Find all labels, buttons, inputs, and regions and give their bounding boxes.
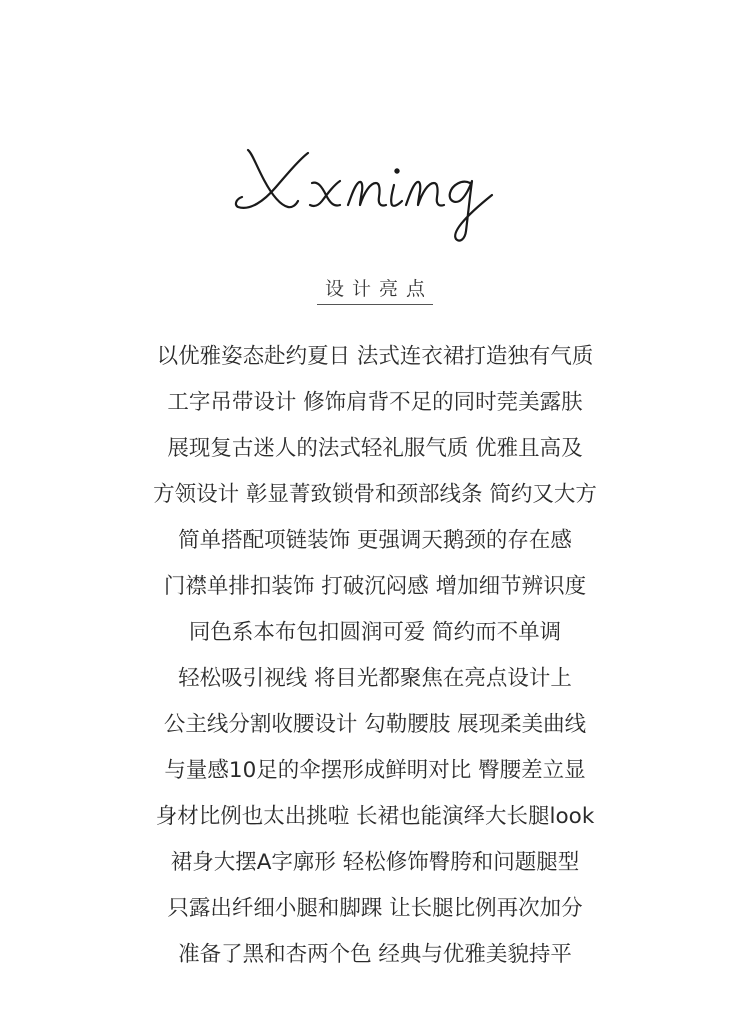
description-text [0, 338, 750, 982]
description-line: 展现复古迷人的法式轻礼服气质 优雅且高及 [167, 436, 583, 461]
brand-logo [0, 135, 750, 245]
description-line: 身材比例也太出挑啦 长裙也能演绎大长腿look [155, 804, 595, 829]
brand-logo-script [230, 135, 520, 245]
description-line: 简单搭配项链装饰 更强调天鹅颈的存在感 [178, 528, 572, 553]
description-line: 同色系本布包扣圆润可爱 简约而不单调 [188, 620, 562, 645]
section-title-text: 设计亮点 [317, 274, 433, 305]
description-line: 工字吊带设计 修饰肩背不足的同时莞美露肤 [167, 390, 583, 415]
description-line: 公主线分割收腰设计 勾勒腰肢 展现柔美曲线 [163, 712, 587, 737]
description-line: 与量感10足的伞摆形成鲜明对比 臀腰差立显 [164, 758, 586, 783]
description-line: 只露出纤细小腿和脚踝 让长腿比例再次加分 [167, 896, 583, 921]
description-line: 裙身大摆A字廓形 轻松修饰臀胯和问题腿型 [170, 850, 580, 875]
section-title [0, 274, 750, 305]
description-line: 方领设计 彰显菁致锁骨和颈部线条 简约又大方 [153, 482, 597, 507]
description-line: 门襟单排扣装饰 打破沉闷感 增加细节辨识度 [163, 574, 587, 599]
description-line: 轻松吸引视线 将目光都聚焦在亮点设计上 [178, 666, 572, 691]
description-line: 准备了黑和杏两个色 经典与优雅美貌持平 [178, 942, 572, 967]
description-line: 以优雅姿态赴约夏日 法式连衣裙打造独有气质 [156, 344, 594, 369]
